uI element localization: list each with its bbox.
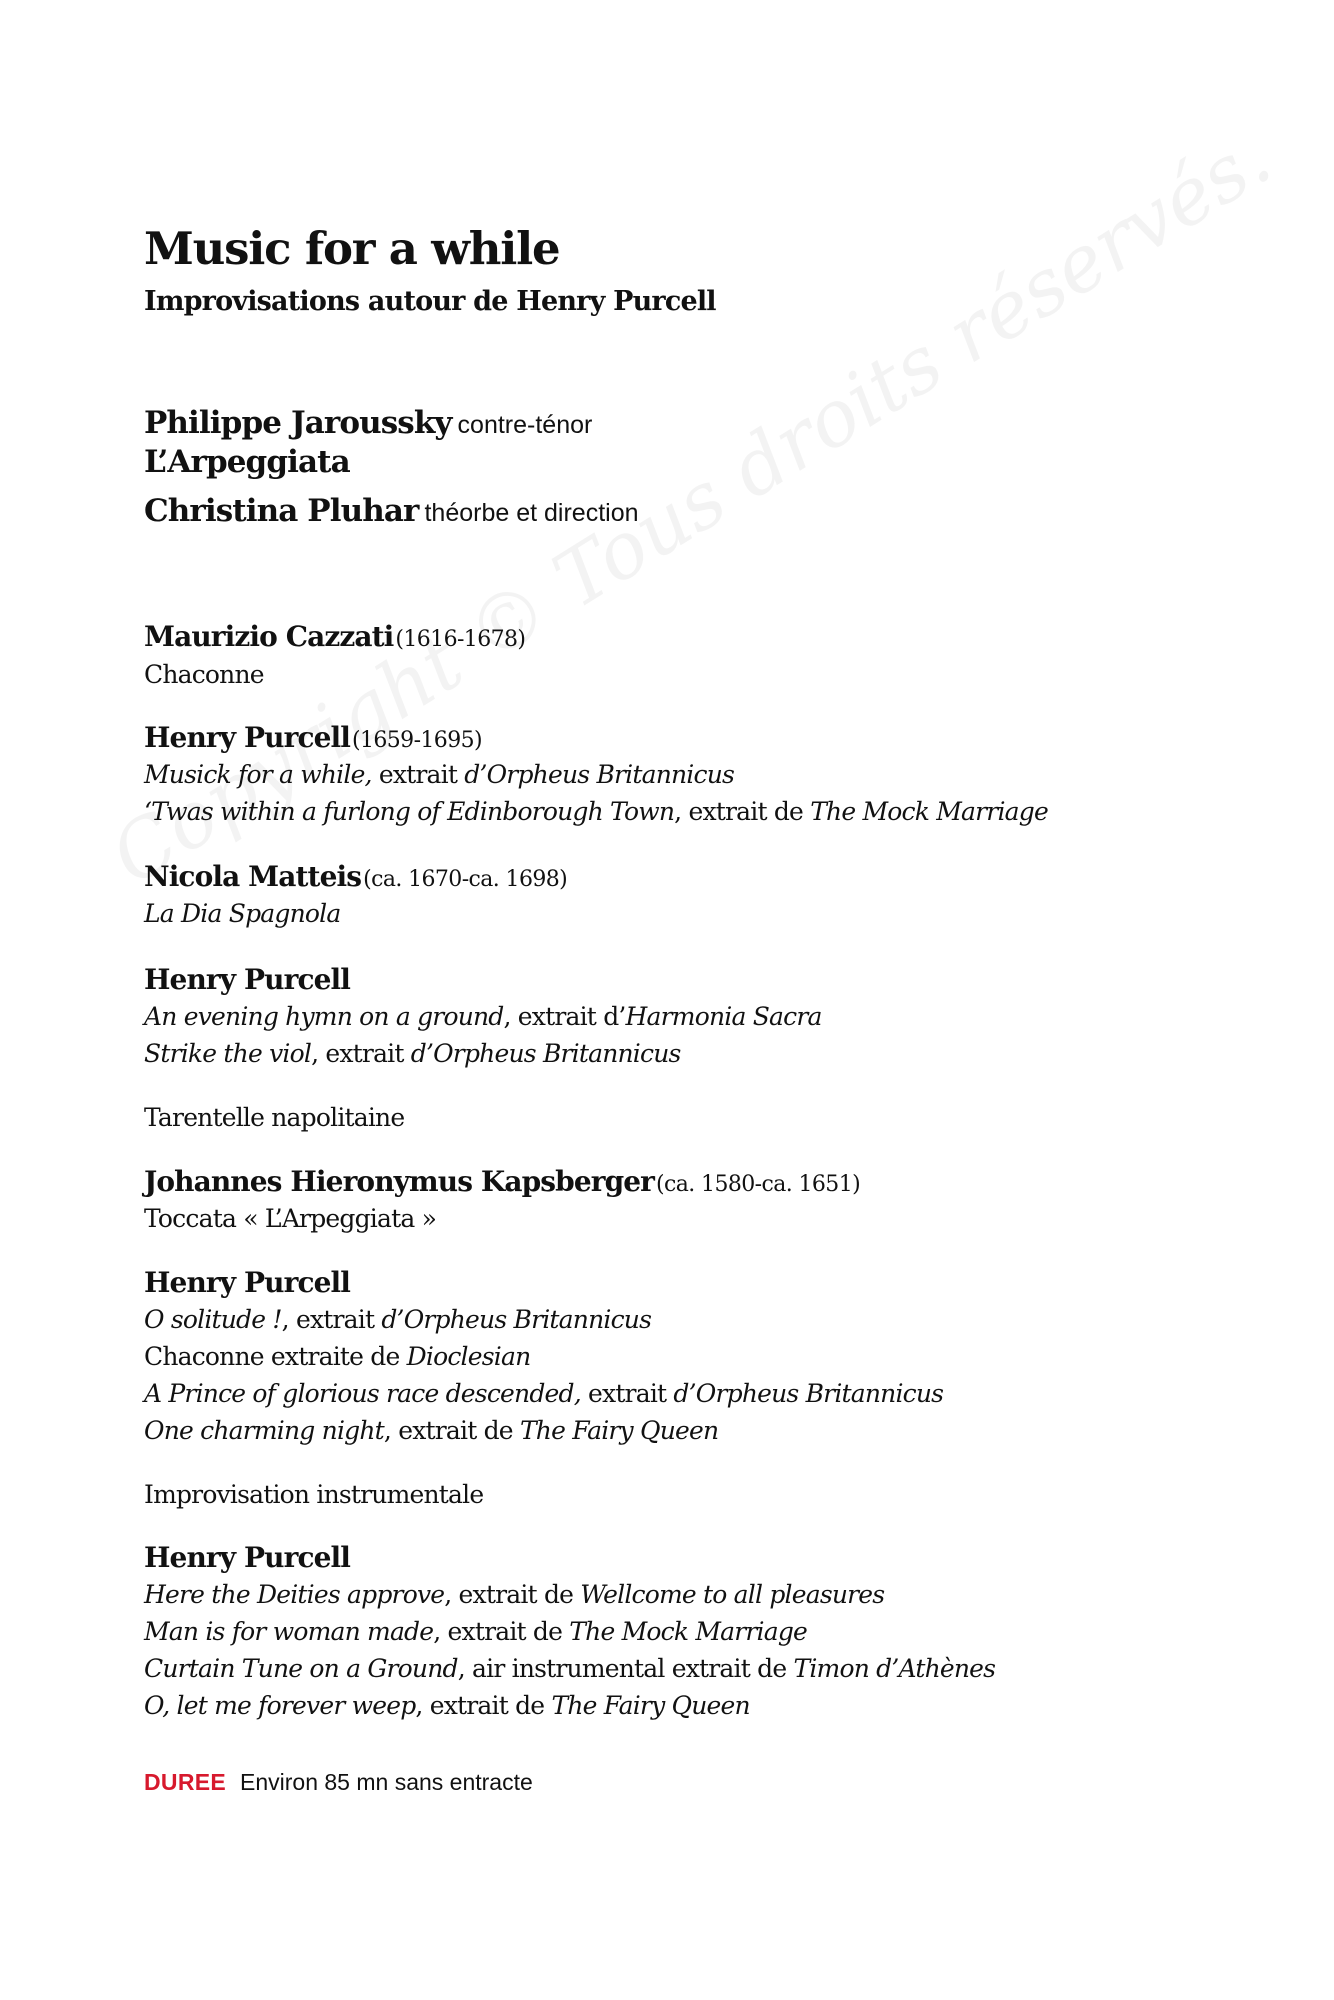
work-line [144,1693,750,1718]
performer-role: contre-ténor [457,411,593,439]
work-connector: , extrait de [433,1617,570,1646]
composer-dates: (ca. 1670-ca. 1698) [363,867,568,892]
performer-name: L’Arpeggiata [144,444,350,480]
performer-name: Christina Pluhar [144,493,419,529]
work-connector: extrait [371,760,465,789]
work-source: d’Orpheus Britannicus [381,1305,652,1334]
composer-heading [144,1266,350,1299]
performer-jaroussky [144,405,593,441]
work-line [144,1656,995,1681]
composer-dates: (1616-1678) [395,627,526,652]
duration-line [144,1771,533,1794]
work-connector: , extrait de [674,797,811,826]
work-title: Chaconne extraite de [144,1342,407,1371]
work-source: d’Orpheus Britannicus [464,760,735,789]
work-line: Toccata « L’Arpeggiata » [144,1204,437,1233]
work-source: The Fairy Queen [551,1691,750,1720]
composer-heading [144,620,526,653]
composer-heading [144,1165,861,1198]
work-title: O solitude ! [144,1305,282,1334]
work-source: The Mock Marriage [810,797,1048,826]
composer-heading [144,963,350,996]
work-line [144,1619,807,1644]
work-line [144,1041,681,1066]
work-line [144,1582,884,1607]
work-connector: extrait [580,1379,674,1408]
work-title: A Prince of glorious race descended, [144,1379,581,1408]
work-title: Strike the viol [144,1039,312,1068]
work-source: The Fairy Queen [519,1416,719,1445]
composer-name: Henry Purcell [144,1266,350,1299]
work-source: Wellcome to all pleasures [580,1580,885,1609]
work-connector: , extrait [311,1039,411,1068]
composer-dates: (1659-1695) [352,728,482,753]
work-line [144,1344,530,1369]
work-connector: , extrait de [383,1416,520,1445]
work-title: Curtain Tune on a Ground [144,1654,458,1683]
composer-name: Henry Purcell [144,1541,350,1574]
performer-name: Philippe Jaroussky [144,405,452,441]
work-source: d’Orpheus Britannicus [673,1379,944,1408]
work-title: O, let me forever weep [144,1691,416,1720]
composer-dates: (ca. 1580-ca. 1651) [656,1172,861,1197]
work-line [144,1418,718,1443]
work-connector: , extrait de [415,1691,552,1720]
work-source: The Mock Marriage [569,1617,808,1646]
duration-text: Environ 85 mn sans entracte [240,1769,533,1795]
work-line [144,762,734,787]
composer-heading [144,721,482,754]
composer-name: Nicola Matteis [144,860,362,893]
work-title: One charming night [144,1416,384,1445]
work-title: An evening hymn on a ground [144,1002,504,1031]
performer-pluhar [144,493,639,529]
work-title: La Dia Spagnola [144,899,341,928]
composer-heading [144,860,568,893]
work-connector: , extrait de [444,1580,581,1609]
composer-name: Henry Purcell [144,963,350,996]
work-source: Dioclesian [406,1342,531,1371]
work-line: Tarentelle napolitaine [144,1103,405,1132]
work-source: Harmonia Sacra [625,1002,822,1031]
duration-label: DUREE [144,1769,227,1795]
work-connector: , air instrumental extrait de [457,1654,794,1683]
work-title: ‘Twas within a furlong of Edinborough Town [144,797,675,826]
work-line [144,901,340,926]
work-title: Here the Deities approve [144,1580,445,1609]
performer-arpeggiata [144,444,350,480]
performer-role: théorbe et direction [424,499,639,527]
work-source: Timon d’Athènes [793,1654,996,1683]
composer-name: Henry Purcell [144,721,350,754]
work-line: Improvisation instrumentale [144,1480,484,1509]
work-connector: , extrait d’ [503,1002,626,1031]
work-line: Chaconne [144,660,264,689]
work-line [144,799,1048,824]
work-line [144,1307,651,1332]
work-title: Musick for a while, [144,760,372,789]
work-line [144,1381,943,1406]
work-source: d’Orpheus Britannicus [410,1039,681,1068]
composer-heading [144,1541,350,1574]
work-title: Man is for woman made [144,1617,434,1646]
work-line [144,1004,822,1029]
composer-name: Maurizio Cazzati [144,620,394,653]
page-title: Music for a while [144,222,560,275]
composer-name: Johannes Hieronymus Kapsberger [144,1165,655,1198]
work-connector: , extrait [281,1305,382,1334]
page-subtitle: Improvisations autour de Henry Purcell [144,286,716,317]
